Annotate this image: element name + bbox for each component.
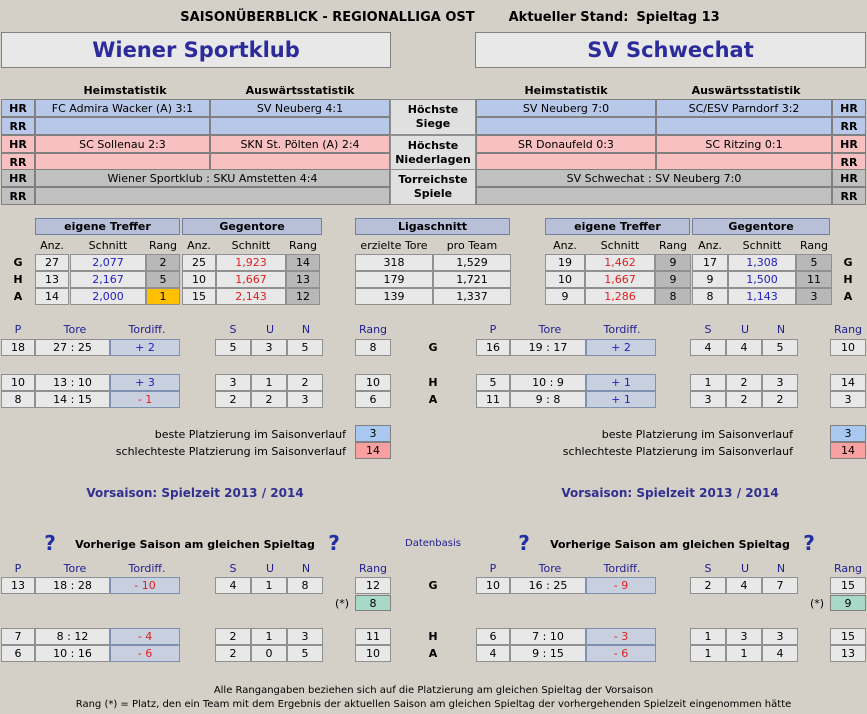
left-u: 1 xyxy=(251,628,287,645)
left-schnitt-head: Schnitt xyxy=(88,238,128,252)
right-s: 4 xyxy=(690,339,726,356)
row-label-rr: RR xyxy=(1,153,35,171)
left-siege-heim-rr xyxy=(35,117,210,135)
right-rang: 3 xyxy=(830,391,866,408)
left-g-schnitt: 1,923 xyxy=(216,254,286,271)
row-letter-left: G xyxy=(13,256,23,269)
right-rang: 8 xyxy=(655,288,691,305)
right-beste-label: beste Platzierung im Saisonverlauf xyxy=(601,427,793,441)
row-label-hr: HR xyxy=(832,99,866,117)
left-torreichste-rr xyxy=(35,187,390,205)
row-label-hr: HR xyxy=(832,135,866,153)
left-g-schnitt: 2,143 xyxy=(216,288,286,305)
left-rang: 5 xyxy=(146,271,180,288)
left-tore: 10 : 16 xyxy=(35,645,110,662)
right-nied-heim: SR Donaufeld 0:3 xyxy=(476,135,656,153)
left-beste-value: 3 xyxy=(355,425,391,442)
left-g-anz: 15 xyxy=(182,288,216,305)
left-s: 2 xyxy=(215,391,251,408)
left-n: 3 xyxy=(287,391,323,408)
row-label-rr: RR xyxy=(832,187,866,205)
left-ganz-head: Anz. xyxy=(187,238,211,252)
right-g-schnitt: 1,500 xyxy=(728,271,796,288)
right-anz: 19 xyxy=(545,254,585,271)
right-head-u: U xyxy=(740,323,750,336)
row-letter-h: H xyxy=(428,376,438,389)
row-letter-g: G xyxy=(428,579,438,592)
left-u: 0 xyxy=(251,645,287,662)
right-n: 3 xyxy=(762,628,798,645)
left-head-u: U xyxy=(265,323,275,336)
row-letter-right: G xyxy=(843,256,853,269)
row-letter-g: G xyxy=(428,341,438,354)
left-g-rang: 12 xyxy=(286,288,320,305)
row-letter-right: H xyxy=(843,273,853,286)
left-head-rang: Rang xyxy=(358,562,388,575)
right-head-s: S xyxy=(704,562,712,575)
right-n: 5 xyxy=(762,339,798,356)
left-p: 13 xyxy=(1,577,35,594)
left-head-p: P xyxy=(14,562,22,575)
liga-pro-head: pro Team xyxy=(446,238,498,252)
right-anz: 10 xyxy=(545,271,585,288)
left-nied-heim: SC Sollenau 2:3 xyxy=(35,135,210,153)
right-head-p: P xyxy=(489,562,497,575)
left-p: 10 xyxy=(1,374,35,391)
right-rang: 14 xyxy=(830,374,866,391)
right-torreichste: SV Schwechat : SV Neuberg 7:0 xyxy=(476,169,832,187)
right-eigene-head: eigene Treffer xyxy=(545,218,690,235)
left-n: 2 xyxy=(287,374,323,391)
right-heim-head: Heimstatistik xyxy=(524,83,608,97)
right-head-tordiff: Tordiff. xyxy=(603,562,641,575)
right-diff: - 6 xyxy=(586,645,656,662)
row-letter-a: A xyxy=(428,393,438,406)
label-hoechste-niederlagen: Höchste Niederlagen xyxy=(390,135,476,171)
left-help-icon-2[interactable]: ? xyxy=(328,531,340,555)
left-siege-ausw: SV Neuberg 4:1 xyxy=(210,99,390,117)
right-g-rang: 5 xyxy=(796,254,832,271)
left-g-rang: 13 xyxy=(286,271,320,288)
right-diff: - 9 xyxy=(586,577,656,594)
left-u: 1 xyxy=(251,577,287,594)
label-torreichste-spiele: Torreichste Spiele xyxy=(390,169,476,205)
left-schnitt: 2,077 xyxy=(70,254,146,271)
right-s: 3 xyxy=(690,391,726,408)
right-s: 1 xyxy=(690,374,726,391)
right-n: 3 xyxy=(762,374,798,391)
left-tore: 8 : 12 xyxy=(35,628,110,645)
left-heim-head: Heimstatistik xyxy=(83,83,167,97)
right-beste-value: 3 xyxy=(830,425,866,442)
right-head-u: U xyxy=(740,562,750,575)
right-help-icon-2[interactable]: ? xyxy=(803,531,815,555)
left-rang: 6 xyxy=(355,391,391,408)
left-rang: 10 xyxy=(355,645,391,662)
right-siege-heim: SV Neuberg 7:0 xyxy=(476,99,656,117)
right-head-tordiff: Tordiff. xyxy=(603,323,641,336)
left-head-u: U xyxy=(265,562,275,575)
left-schnitt: 2,000 xyxy=(70,288,146,305)
right-rang: 9 xyxy=(655,271,691,288)
right-star-label: (*) xyxy=(809,596,825,610)
right-tore: 19 : 17 xyxy=(510,339,586,356)
right-schnitt: 1,462 xyxy=(585,254,655,271)
right-rang: 9 xyxy=(655,254,691,271)
right-s: 1 xyxy=(690,628,726,645)
right-p: 6 xyxy=(476,628,510,645)
label-hoechste-siege: Höchste Siege xyxy=(390,99,476,135)
right-rang: 15 xyxy=(830,628,866,645)
left-head-n: N xyxy=(301,562,311,575)
left-g-rang: 14 xyxy=(286,254,320,271)
datenbasis-label: Datenbasis xyxy=(405,537,461,549)
left-diff: + 2 xyxy=(110,339,180,356)
left-diff: - 1 xyxy=(110,391,180,408)
left-rang: 1 xyxy=(146,288,180,305)
left-vorsaison: Vorsaison: Spielzeit 2013 / 2014 xyxy=(86,486,304,500)
right-anz-head: Anz. xyxy=(553,238,577,252)
left-rang-head: Rang xyxy=(148,238,178,252)
left-tore: 14 : 15 xyxy=(35,391,110,408)
row-letter-left: A xyxy=(13,290,23,303)
row-label-hr: HR xyxy=(832,169,866,187)
left-head-n: N xyxy=(301,323,311,336)
left-g-anz: 25 xyxy=(182,254,216,271)
right-rang: 13 xyxy=(830,645,866,662)
left-gschnitt-head: Schnitt xyxy=(231,238,271,252)
left-head-p: P xyxy=(14,323,22,336)
liga-tore: 139 xyxy=(355,288,433,305)
right-g-rang: 3 xyxy=(796,288,832,305)
left-siege-heim: FC Admira Wacker (A) 3:1 xyxy=(35,99,210,117)
stand-label: Aktueller Stand: xyxy=(508,9,629,25)
right-head-n: N xyxy=(776,562,786,575)
left-g-anz: 10 xyxy=(182,271,216,288)
left-n: 3 xyxy=(287,628,323,645)
left-grang-head: Rang xyxy=(288,238,318,252)
left-diff: + 3 xyxy=(110,374,180,391)
right-schlechteste-label: schlechteste Platzierung im Saisonverlauf xyxy=(562,444,793,458)
footer-line-1: Alle Rangangaben beziehen sich auf die Platzierung am gleichen Spieltag der Vorsaison xyxy=(213,684,654,696)
left-u: 1 xyxy=(251,374,287,391)
left-s: 4 xyxy=(215,577,251,594)
right-n: 2 xyxy=(762,391,798,408)
right-star-value: 9 xyxy=(830,595,866,611)
left-rang: 12 xyxy=(355,577,391,594)
right-g-anz: 17 xyxy=(692,254,728,271)
left-n: 5 xyxy=(287,339,323,356)
left-star-label: (*) xyxy=(334,596,350,610)
left-eigene-head: eigene Treffer xyxy=(35,218,180,235)
right-head-rang: Rang xyxy=(833,323,863,336)
row-label-hr: HR xyxy=(1,99,35,117)
right-tore: 16 : 25 xyxy=(510,577,586,594)
row-label-hr: HR xyxy=(1,135,35,153)
right-rang-head: Rang xyxy=(658,238,688,252)
left-p: 8 xyxy=(1,391,35,408)
left-nied-ausw: SKN St. Pölten (A) 2:4 xyxy=(210,135,390,153)
footer-line-2: Rang (*) = Platz, den ein Team mit dem Ergebnis der aktuellen Saison am gleichen Spieltag der vorhergehenden Spielzeit eingenommen hätte xyxy=(75,698,792,710)
right-u: 2 xyxy=(726,391,762,408)
right-u: 2 xyxy=(726,374,762,391)
stand-value: Spieltag 13 xyxy=(636,9,720,25)
right-tore: 10 : 9 xyxy=(510,374,586,391)
right-g-rang: 11 xyxy=(796,271,832,288)
right-diff: - 3 xyxy=(586,628,656,645)
left-rang: 8 xyxy=(355,339,391,356)
right-siege-ausw: SC/ESV Parndorf 3:2 xyxy=(656,99,832,117)
row-letter-left: H xyxy=(13,273,23,286)
right-prev-title: Vorherige Saison am gleichen Spieltag xyxy=(550,537,790,551)
right-g-schnitt: 1,143 xyxy=(728,288,796,305)
left-schlechteste-value: 14 xyxy=(355,442,391,459)
row-label-rr: RR xyxy=(1,117,35,135)
left-p: 7 xyxy=(1,628,35,645)
right-u: 4 xyxy=(726,577,762,594)
left-head-s: S xyxy=(229,323,237,336)
page-header xyxy=(150,6,750,28)
left-siege-ausw-rr xyxy=(210,117,390,135)
left-torreichste: Wiener Sportklub : SKU Amstetten 4:4 xyxy=(35,169,390,187)
liga-pro: 1,721 xyxy=(433,271,511,288)
left-head-rang: Rang xyxy=(358,323,388,336)
right-tore: 9 : 8 xyxy=(510,391,586,408)
left-p: 18 xyxy=(1,339,35,356)
right-rang: 15 xyxy=(830,577,866,594)
row-letter-right: A xyxy=(843,290,853,303)
right-nied-ausw: SC Ritzing 0:1 xyxy=(656,135,832,153)
right-anz: 9 xyxy=(545,288,585,305)
right-g-anz: 8 xyxy=(692,288,728,305)
liga-head: Ligaschnitt xyxy=(355,218,510,235)
left-head-tordiff: Tordiff. xyxy=(128,323,166,336)
right-p: 16 xyxy=(476,339,510,356)
right-siege-heim-rr xyxy=(476,117,656,135)
team-left-name: Wiener Sportklub xyxy=(1,32,391,68)
left-beste-label: beste Platzierung im Saisonverlauf xyxy=(154,427,346,441)
left-ausw-head: Auswärtsstatistik xyxy=(245,83,355,97)
right-tore: 7 : 10 xyxy=(510,628,586,645)
left-prev-title: Vorherige Saison am gleichen Spieltag xyxy=(75,537,315,551)
left-tore: 13 : 10 xyxy=(35,374,110,391)
left-head-tore: Tore xyxy=(63,562,87,575)
row-letter-a: A xyxy=(428,647,438,660)
row-label-rr: RR xyxy=(832,117,866,135)
left-head-tore: Tore xyxy=(63,323,87,336)
right-s: 1 xyxy=(690,645,726,662)
left-anz: 27 xyxy=(35,254,69,271)
left-tore: 18 : 28 xyxy=(35,577,110,594)
right-vorsaison: Vorsaison: Spielzeit 2013 / 2014 xyxy=(561,486,779,500)
left-schnitt: 2,167 xyxy=(70,271,146,288)
liga-tore: 179 xyxy=(355,271,433,288)
right-schnitt: 1,286 xyxy=(585,288,655,305)
left-diff: - 4 xyxy=(110,628,180,645)
row-letter-h: H xyxy=(428,630,438,643)
liga-tore: 318 xyxy=(355,254,433,271)
right-head-s: S xyxy=(704,323,712,336)
right-n: 7 xyxy=(762,577,798,594)
left-n: 5 xyxy=(287,645,323,662)
left-schlechteste-label: schlechteste Platzierung im Saisonverlauf xyxy=(115,444,346,458)
left-head-tordiff: Tordiff. xyxy=(128,562,166,575)
team-right-name: SV Schwechat xyxy=(475,32,866,68)
right-ausw-head: Auswärtsstatistik xyxy=(691,83,801,97)
right-p: 5 xyxy=(476,374,510,391)
liga-pro: 1,529 xyxy=(433,254,511,271)
left-s: 2 xyxy=(215,645,251,662)
right-u: 3 xyxy=(726,628,762,645)
left-rang: 2 xyxy=(146,254,180,271)
left-u: 3 xyxy=(251,339,287,356)
left-n: 8 xyxy=(287,577,323,594)
left-diff: - 10 xyxy=(110,577,180,594)
right-tore: 9 : 15 xyxy=(510,645,586,662)
row-label-rr: RR xyxy=(1,187,35,205)
left-tore: 27 : 25 xyxy=(35,339,110,356)
page-title: SAISONÜBERBLICK - REGIONALLIGA OST xyxy=(180,9,475,25)
right-head-tore: Tore xyxy=(538,562,562,575)
left-head-s: S xyxy=(229,562,237,575)
right-head-p: P xyxy=(489,323,497,336)
right-g-schnitt: 1,308 xyxy=(728,254,796,271)
right-p: 10 xyxy=(476,577,510,594)
right-u: 4 xyxy=(726,339,762,356)
left-anz: 14 xyxy=(35,288,69,305)
row-label-hr: HR xyxy=(1,169,35,187)
right-head-tore: Tore xyxy=(538,323,562,336)
right-s: 2 xyxy=(690,577,726,594)
left-gegen-head: Gegentore xyxy=(182,218,322,235)
liga-pro: 1,337 xyxy=(433,288,511,305)
left-help-icon[interactable]: ? xyxy=(44,531,56,555)
right-gschnitt-head: Schnitt xyxy=(742,238,782,252)
left-s: 2 xyxy=(215,628,251,645)
right-schlechteste-value: 14 xyxy=(830,442,866,459)
right-grang-head: Rang xyxy=(799,238,829,252)
right-p: 11 xyxy=(476,391,510,408)
left-anz-head: Anz. xyxy=(40,238,64,252)
liga-tore-head: erzielte Tore xyxy=(360,238,428,252)
left-s: 3 xyxy=(215,374,251,391)
left-u: 2 xyxy=(251,391,287,408)
left-s: 5 xyxy=(215,339,251,356)
right-n: 4 xyxy=(762,645,798,662)
right-siege-ausw-rr xyxy=(656,117,832,135)
right-ganz-head: Anz. xyxy=(698,238,722,252)
left-star-value: 8 xyxy=(355,595,391,611)
right-diff: + 1 xyxy=(586,374,656,391)
row-label-rr: RR xyxy=(832,153,866,171)
right-gegen-head: Gegentore xyxy=(692,218,830,235)
left-p: 6 xyxy=(1,645,35,662)
right-schnitt-head: Schnitt xyxy=(600,238,640,252)
right-help-icon[interactable]: ? xyxy=(518,531,530,555)
right-head-rang: Rang xyxy=(833,562,863,575)
right-g-anz: 9 xyxy=(692,271,728,288)
left-g-schnitt: 1,667 xyxy=(216,271,286,288)
left-diff: - 6 xyxy=(110,645,180,662)
left-rang: 10 xyxy=(355,374,391,391)
right-schnitt: 1,667 xyxy=(585,271,655,288)
left-anz: 13 xyxy=(35,271,69,288)
right-rang: 10 xyxy=(830,339,866,356)
right-diff: + 1 xyxy=(586,391,656,408)
right-diff: + 2 xyxy=(586,339,656,356)
right-u: 1 xyxy=(726,645,762,662)
right-torreichste-rr xyxy=(476,187,832,205)
right-p: 4 xyxy=(476,645,510,662)
left-rang: 11 xyxy=(355,628,391,645)
right-head-n: N xyxy=(776,323,786,336)
